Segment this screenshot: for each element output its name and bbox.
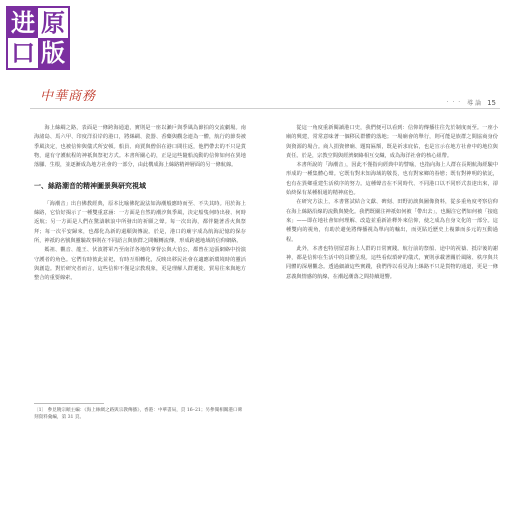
page-number: 15 <box>487 98 496 107</box>
footnote: 〔1〕 參見饒宗頤主編：《海上絲綢之路與宗教傳播》，香港：中華書局，頁 16–21；另參閱相關港口碑刻資料彙編，第 31 頁。 <box>34 408 243 420</box>
badge-char-3: 口 <box>8 38 38 68</box>
publisher-logo: 中華商務 <box>40 89 97 104</box>
left-paragraph-1: 海上絲綢之路，表面是一條跨海通道，實則是一座以瀨戶與季風為節拍的交流劇場。南海諸島、馬六甲、印度洋沿岸的港口，將絲綢、瓷器、香藥與觀念連為一體，航行的節奏被季風決定，也被信仰與儀式所安頓。船員、商賈與僧侶在港口間往返，他們帶去的不只是貨物，還有守護航程的神祇與祭祀方式。本書所關心的，正是這些隨船流動的信仰如何在異地落腳、生根，並逐漸成為地方社會的一部分，由此構成海上絲路精神層面的另一條航線。 <box>34 125 246 169</box>
section-title: 一、絲路潮音的精神圖景與研究視域 <box>34 182 146 191</box>
running-head-label: 導 論 <box>467 100 482 107</box>
badge-char-4: 版 <box>38 38 68 68</box>
right-paragraph-1: 從這一角度重新閱讀港口史，我們便可以看到：信仰的傳播往往先於制度而至。一座小廟的興建，常常意味著一個移民群體的落地；一場廟會的舉行，則可能是族群之間協商身份與資源的場合。商人捐資修廟、題寫匾額，既是祈求庇佑，也是宣示在地方社會中的地位與責任。於是，宗教空間與經濟網絡相互交織，成為海洋社會的核心紐帶。 <box>286 125 498 159</box>
import-edition-badge <box>6 6 70 70</box>
running-head-dots: · · · <box>446 99 462 106</box>
badge-char-2: 原 <box>38 8 68 38</box>
footnote-rule <box>34 403 104 404</box>
left-paragraph-3: 媽祖、觀音、龍王、伏波將軍乃至南洋各地的拿督公與大伯公，都曾在這張網絡中扮演守護者的角色。它們有時彼此並祀，有時互相轉化，反映出移民社會在適應新環境時的靈活與創造。對於研究者而言，這些信仰不僅是宗教現象，更是理解人群遷徙、貿易往來與地方整合的重要線索。 <box>34 247 246 282</box>
badge-char-1: 进 <box>8 8 38 38</box>
header-rule <box>30 108 500 109</box>
right-paragraph-4: 此外，本書也特別留意海上人群的日常實踐。航行前的祭船、途中的祝禱、抵岸後的謝神，都是信仰在生活中的具體呈現。這些看似瑣碎的儀式，實則承載著關於風險、秩序與共同體的深層觀念。透過細讀這些實踐，我們得以看見海上絲路不只是貨物的通道，更是一條意義與情感的航線，在潮起潮落之間持續迴響。 <box>286 245 498 280</box>
left-paragraph-2: 「海潮音」出自佛教經典，原本比喻佛陀說法如海潮般應時而至、不失其時。用於海上絲路，它恰好揭示了一種雙重意涵：一方面是自然的潮汐與季風，決定船隻何時出發、何時返航；另一方面是人們在驚濤駭浪中所發出的祈願之聲。每一次出海，都伴隨著香火與祭拜；每一次平安歸來，也都化為新的還願與傳說。於是，港口的廟宇成為航海記憶的保存所，神祇的名號與靈驗故事則在不同語言與族群之間輾轉流傳，形成跨越地域的信仰網絡。 <box>34 200 246 244</box>
right-paragraph-3: 在研究方法上，本書嘗試結合文獻、碑刻、田野訪談與圖像資料，從多重角度考察信仰在海上絲路沿線的流動與變化。我們既關注神祇如何被「帶出去」，也關注它們如何被「接進來」——即在地社會如何理解、改造並重新詮釋外來信仰，使之成為自身文化的一部分。這種雙向的視角，有助於避免將傳播視為單向的輸出，而更貼近歷史上複雜而多元的互動過程。 <box>286 199 498 243</box>
running-head <box>447 98 496 107</box>
right-paragraph-2: 本書所說的「海潮音」，因此不僅指向經典中的譬喻，也指向海上人群在長期航海經驗中形成的一種集體心聲。它既有對未知海域的敬畏，也有對家鄉的眷戀；既有對神明的依託，也有在異鄉重建生活秩序的努力。這種聲音在不同時代、不同港口以不同形式表達出來，卻始終保有某種相通的精神底色。 <box>286 162 498 197</box>
right-column <box>286 124 498 282</box>
left-column <box>34 124 246 283</box>
